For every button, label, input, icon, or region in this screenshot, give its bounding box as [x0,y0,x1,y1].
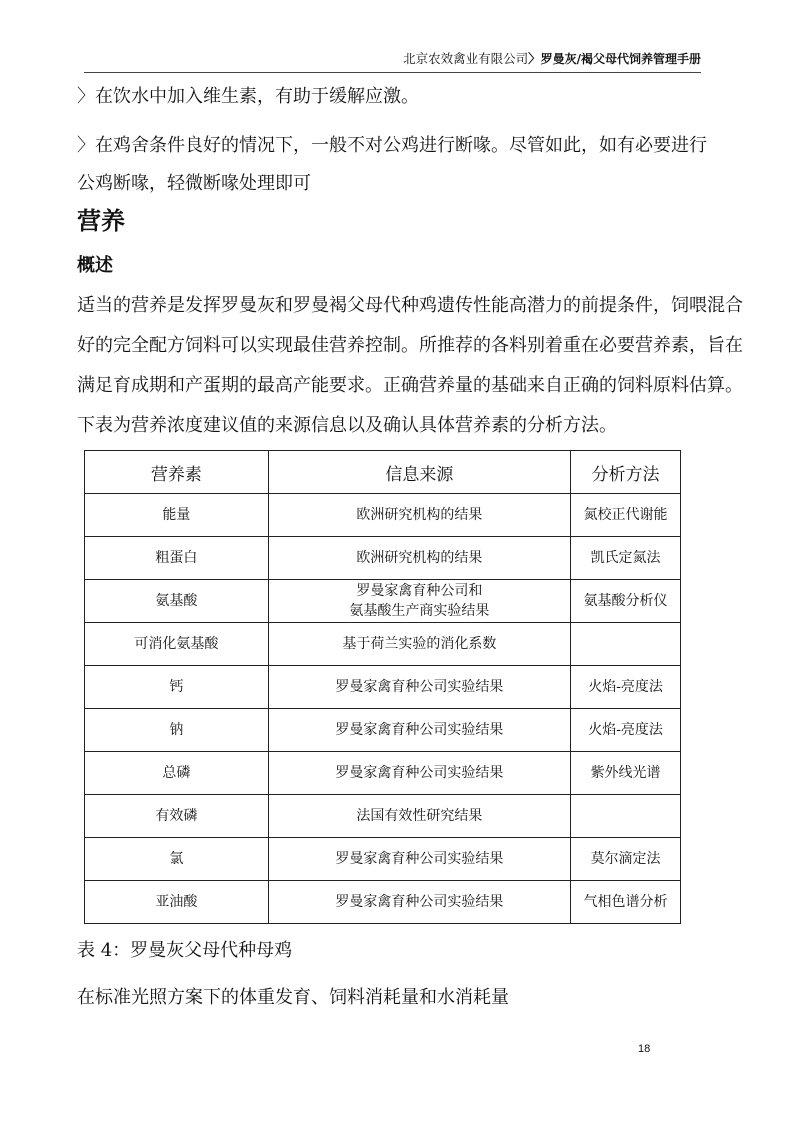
cell-method: 火焰-亮度法 [571,709,681,752]
cell-method: 气相色谱分析 [571,881,681,924]
subsection-title: 概述 [77,255,113,276]
table-row [85,752,681,795]
table-row [85,838,681,881]
cell-method: 氮校正代谢能 [571,494,681,537]
next-table-subtitle: 在标准光照方案下的体重发育、饲料消耗量和水消耗量 [77,987,509,1008]
cell-source: 欧洲研究机构的结果 [268,494,570,537]
intro-paragraph: 适当的营养是发挥罗曼灰和罗曼褐父母代种鸡遗传性能高潜力的前提条件，饲喂混合好的完全配方饲料可以实现最佳营养控制。所推荐的各料别着重在必要营养素，旨在满足育成期和产蛋期的最高产能要求。正确营养量的基础来自正确的饲料原料估算。下表为营养浓度建议值的来源信息以及确认具体营养素的分析方法。 [77,295,743,436]
table-caption: 表 4：罗曼灰父母代种母鸡 [77,940,293,961]
cell-source: 欧洲研究机构的结果 [268,537,570,580]
cell-nutrient: 亚油酸 [85,881,269,924]
page-header [84,48,701,73]
header-source: 信息来源 [268,451,570,494]
cell-method: 紫外线光谱 [571,752,681,795]
cell-nutrient: 总磷 [85,752,269,795]
table-row [85,881,681,924]
cell-nutrient: 可消化氨基酸 [85,623,269,666]
cell-method [571,795,681,838]
cell-nutrient: 氨基酸 [85,580,269,623]
bullet-vitamins: 〉在饮水中加入维生素，有助于缓解应激。 [77,86,419,107]
cell-source: 罗曼家禽育种公司和 氨基酸生产商实验结果 [268,580,570,623]
cell-method: 氨基酸分析仪 [571,580,681,623]
cell-method: 火焰-亮度法 [571,666,681,709]
cell-source: 基于荷兰实验的消化系数 [268,623,570,666]
cell-nutrient: 钙 [85,666,269,709]
table-row [85,623,681,666]
cell-source: 法国有效性研究结果 [268,795,570,838]
cell-nutrient: 有效磷 [85,795,269,838]
table-header-row [85,451,681,494]
table-row [85,709,681,752]
header-separator: 〉 [528,51,541,66]
header-method: 分析方法 [571,451,681,494]
nutrient-table [84,450,681,924]
page-number: 18 [638,1043,651,1055]
cell-source: 罗曼家禽育种公司实验结果 [268,838,570,881]
header-company: 北京农效禽业有限公司 [403,51,529,66]
table-row [85,537,681,580]
cell-source: 罗曼家禽育种公司实验结果 [268,709,570,752]
header-manual-title: 罗曼灰/褐父母代饲养管理手册 [540,52,701,66]
table-row [85,795,681,838]
cell-method: 凯氏定氮法 [571,537,681,580]
table-row [85,666,681,709]
cell-nutrient: 粗蛋白 [85,537,269,580]
cell-source: 罗曼家禽育种公司实验结果 [268,881,570,924]
bullet-beak-trimming: 〉在鸡舍条件良好的情况下，一般不对公鸡进行断喙。尽管如此，如有必要进行公鸡断喙，轻微断喙处理即可 [77,135,707,194]
header-nutrient: 营养素 [85,451,269,494]
cell-source: 罗曼家禽育种公司实验结果 [268,666,570,709]
cell-method [571,623,681,666]
table-row [85,580,681,623]
section-title: 营养 [77,207,125,235]
cell-method: 莫尔滴定法 [571,838,681,881]
cell-nutrient: 能量 [85,494,269,537]
cell-nutrient: 钠 [85,709,269,752]
cell-nutrient: 氯 [85,838,269,881]
table-row [85,494,681,537]
cell-source: 罗曼家禽育种公司实验结果 [268,752,570,795]
